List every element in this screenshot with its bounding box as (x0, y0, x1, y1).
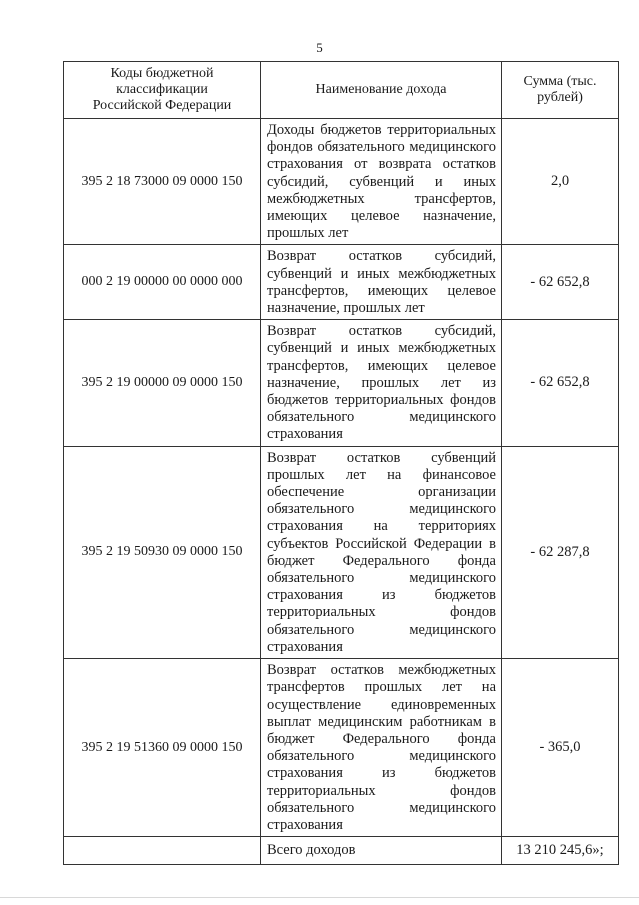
header-amount: Сумма (тыс. рублей) (502, 62, 619, 119)
table-row (64, 245, 619, 320)
amount-cell: - 62 652,8 (502, 320, 619, 446)
page-number: 5 (316, 40, 323, 55)
budget-code-cell: 000 2 19 00000 00 0000 000 (64, 245, 261, 320)
table-row (64, 446, 619, 658)
revenue-table (63, 61, 619, 865)
total-amount-cell: 13 210 245,6»; (502, 837, 619, 865)
amount-cell: 2,0 (502, 119, 619, 245)
budget-code-cell: 395 2 19 00000 09 0000 150 (64, 320, 261, 446)
total-row (64, 837, 619, 865)
table-row (64, 659, 619, 837)
budget-code-cell: 395 2 19 51360 09 0000 150 (64, 659, 261, 837)
total-code-cell (64, 837, 261, 865)
header-name: Наименование дохода (261, 62, 502, 119)
page-bottom-edge (0, 897, 639, 898)
header-code: Коды бюджетной классификации Российской Федерации (64, 62, 261, 119)
table-header-row (64, 62, 619, 119)
amount-cell: - 62 287,8 (502, 446, 619, 658)
revenue-name-cell: Возврат остатков субвенций прошлых лет на финансовое обеспечение организации обязательного медицинского страхования на территориях субъектов Российской Федерации в бюджет Федерального фонда обязательного медицинского страхования из бюджетов территориальных фондов обязательного медицинского страхования (261, 446, 502, 658)
budget-code-cell: 395 2 19 50930 09 0000 150 (64, 446, 261, 658)
budget-code-cell: 395 2 18 73000 09 0000 150 (64, 119, 261, 245)
table-row (64, 320, 619, 446)
revenue-name-cell: Возврат остатков межбюджетных трансфертов прошлых лет на осуществление единовременных выплат медицинским работникам в бюджет Федерального фонда обязательного медицинского страхования из бюджетов территориальных фондов обязательного медицинского страхования (261, 659, 502, 837)
revenue-name-cell: Доходы бюджетов территориальных фондов обязательного медицинского страхования от возврата остатков субсидий, субвенций и иных межбюджетных трансфертов, имеющих целевое назначение, прошлых лет (261, 119, 502, 245)
total-label-cell: Всего доходов (261, 837, 502, 865)
amount-cell: - 62 652,8 (502, 245, 619, 320)
revenue-name-cell: Возврат остатков субсидий, субвенций и иных межбюджетных трансфертов, имеющих целевое назначение, прошлых лет (261, 245, 502, 320)
table-row (64, 119, 619, 245)
amount-cell: - 365,0 (502, 659, 619, 837)
revenue-name-cell: Возврат остатков субсидий, субвенций и иных межбюджетных трансфертов, имеющих целевое назначение, прошлых лет из бюджетов территориальных фондов обязательного медицинского страхования (261, 320, 502, 446)
